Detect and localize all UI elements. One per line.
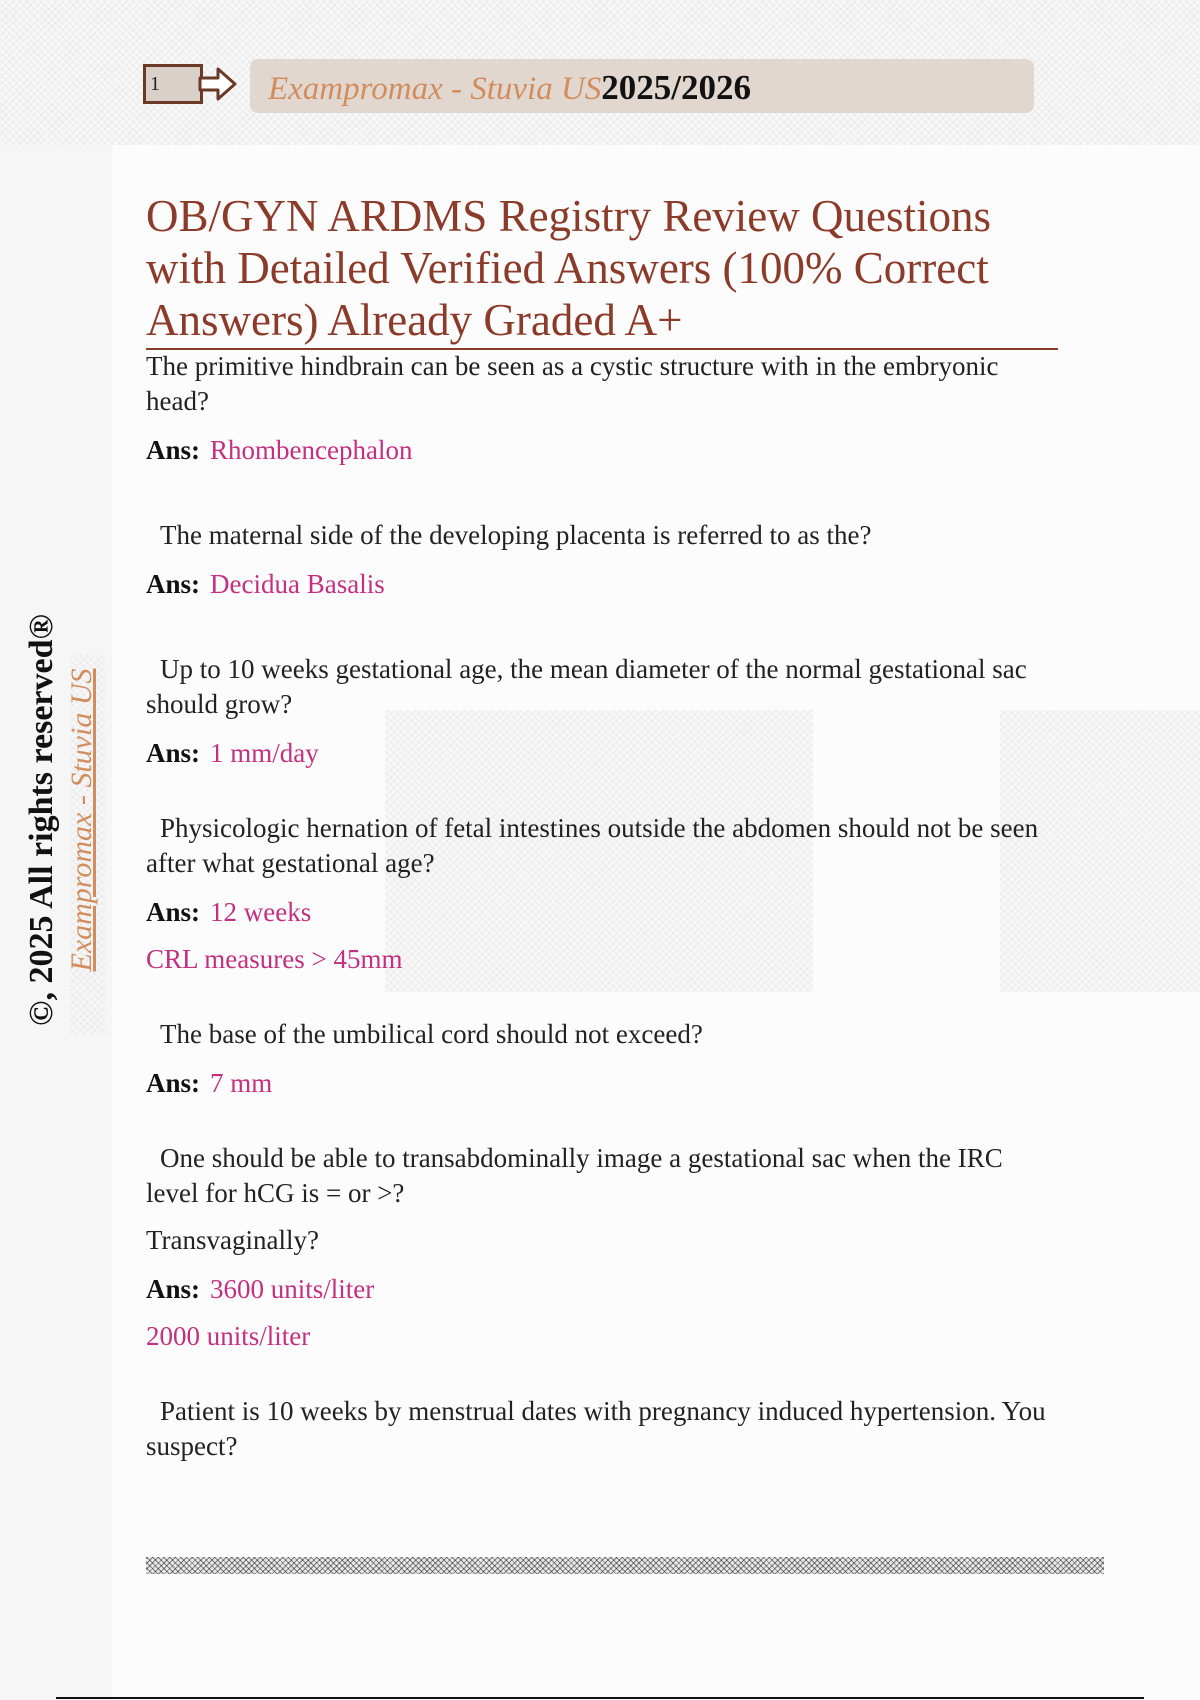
question-followup: Transvaginally? [146, 1225, 319, 1255]
qa-item [146, 349, 1046, 468]
answer-label: Ans: [146, 435, 201, 465]
qa-item [146, 811, 1046, 977]
answer-label: Ans: [146, 738, 201, 768]
answer-extra: CRL measures > 45mm [146, 944, 403, 974]
answer-line [146, 567, 1046, 602]
answer-text: 7 mm [210, 1068, 273, 1098]
answer-label: Ans: [146, 1274, 201, 1304]
redaction-bar [146, 1557, 1104, 1574]
question-text: Up to 10 weeks gestational age, the mean diameter of the normal gestational sac should grow? [146, 654, 1027, 719]
answer-text: 1 mm/day [210, 738, 319, 768]
answer-text: Rhombencephalon [210, 435, 413, 465]
qa-item [146, 1141, 1046, 1354]
answer-line [146, 1272, 1046, 1307]
copyright-notice: ©, 2025 All rights reserved® [23, 614, 60, 1026]
answer-text: Decidua Basalis [210, 569, 385, 599]
header-bar [250, 59, 1034, 113]
answer-text: 12 weeks [210, 897, 312, 927]
answer-label: Ans: [146, 1068, 201, 1098]
side-watermark [20, 600, 102, 1040]
arrow-right-icon [198, 66, 238, 102]
side-brand: Exampromax - Stuvia US [65, 668, 98, 972]
header-year: 2025/2026 [601, 68, 752, 107]
bottom-rule [56, 1697, 1144, 1699]
question-text: One should be able to transabdominally image a gestational sac when the IRC level for hCG is = or >? [146, 1143, 1003, 1208]
answer-line [146, 1066, 1046, 1101]
answer-line [146, 895, 1046, 930]
header-brand-text: Exampromax - Stuvia US [268, 71, 602, 107]
qa-list [146, 349, 1046, 1464]
question-text: The base of the umbilical cord should not exceed? [160, 1019, 703, 1049]
header-brand [268, 68, 751, 108]
qa-item [146, 1394, 1046, 1464]
question-text: Patient is 10 weeks by menstrual dates with pregnancy induced hypertension. You suspect? [146, 1396, 1046, 1461]
answer-extra: 2000 units/liter [146, 1321, 311, 1351]
answer-label: Ans: [146, 569, 201, 599]
qa-item [146, 1017, 1046, 1101]
answer-line [146, 736, 1046, 771]
question-text: Physicologic hernation of fetal intestines outside the abdomen should not be seen after what gestational age? [146, 813, 1039, 878]
qa-item [146, 652, 1046, 771]
document-title: OB/GYN ARDMS Registry Review Questions with Detailed Verified Answers (100% Correct Answers) Already Graded A+ [146, 190, 1058, 350]
answer-text: 3600 units/liter [210, 1274, 375, 1304]
answer-line [146, 433, 1046, 468]
question-text: The primitive hindbrain can be seen as a cystic structure with in the embryonic head? [146, 351, 999, 416]
question-text: The maternal side of the developing placenta is referred to as the? [160, 520, 872, 550]
answer-label: Ans: [146, 897, 201, 927]
page-number: 1 [143, 64, 203, 104]
qa-item [146, 518, 1046, 602]
